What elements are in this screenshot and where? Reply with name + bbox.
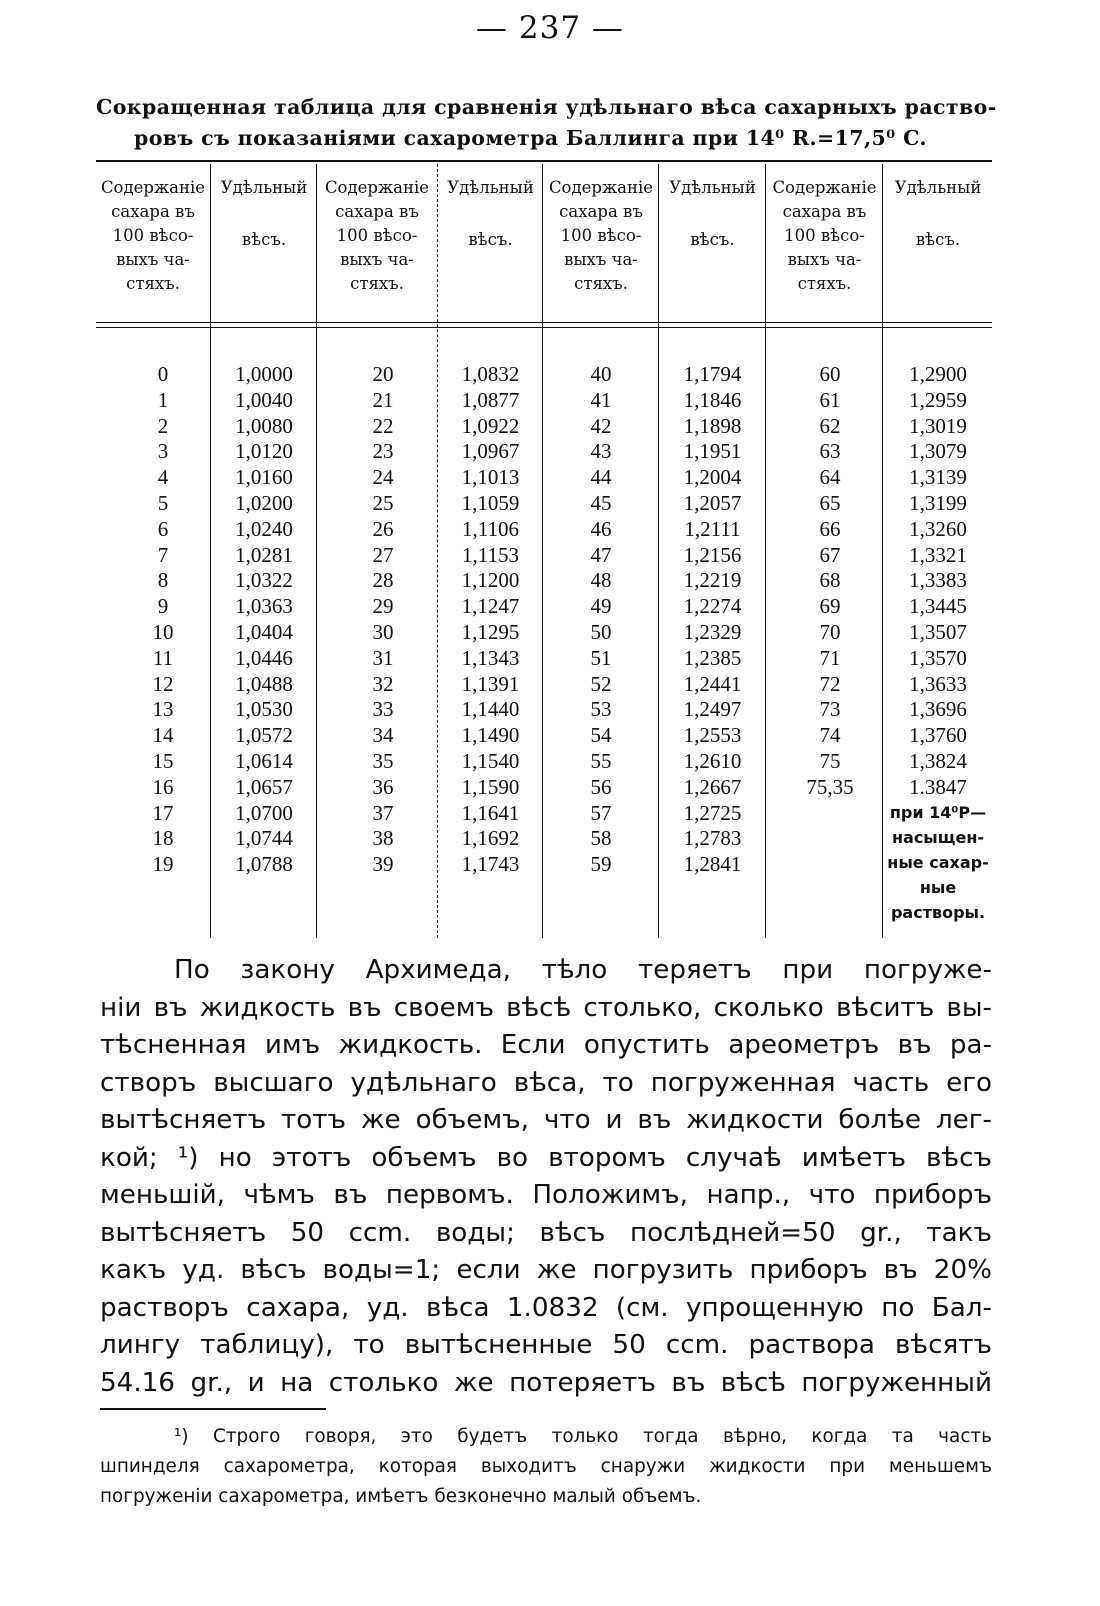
specific-weight-cell: 1,2900 — [909, 362, 967, 386]
sugar-content-cell: 58 — [590, 826, 612, 851]
column-divider — [316, 164, 317, 938]
sugar-content-cell: 2 — [157, 413, 169, 438]
column-weight-2 — [439, 362, 542, 878]
table-header-double-rule — [96, 322, 992, 328]
sugar-content-cell: 40 — [590, 362, 612, 386]
specific-weight-cell: 1,2783 — [683, 826, 742, 851]
header-weight-2 — [439, 176, 542, 252]
sugar-content-cell: 18 — [152, 826, 174, 851]
sugar-content-cell: 26 — [372, 516, 394, 541]
column-weight-3 — [660, 362, 765, 878]
sugar-content-cell: 37 — [372, 800, 394, 825]
sugar-content-cell: 20 — [372, 362, 394, 386]
specific-weight-cell: 1.3847 — [909, 774, 967, 799]
body-paragraph — [100, 952, 992, 1402]
sugar-content-cell: 70 — [819, 619, 841, 644]
column-divider — [210, 164, 211, 938]
sugar-content-cell: 60 — [819, 362, 841, 386]
header-content-2: Содержаніе сахара въ 100 вѣсо- выхъ ча- стяхъ. — [324, 178, 430, 293]
sugar-content-cell: 69 — [819, 594, 841, 619]
saturated-solution-note — [884, 800, 992, 925]
footnote-line: ¹) Строго говоря, это будетъ только тогда вѣрно, когда та часть — [174, 1426, 992, 1447]
sugar-content-cell: 62 — [819, 413, 841, 438]
column-content-2 — [318, 362, 448, 878]
sugar-content-cell: 48 — [590, 568, 612, 593]
sugar-content-cell: 46 — [590, 516, 612, 541]
sugar-content-cell: 23 — [372, 439, 394, 464]
specific-weight-cell: 1,0657 — [235, 774, 293, 799]
sugar-content-cell: 52 — [590, 671, 612, 696]
specific-weight-cell: 1,0700 — [235, 800, 293, 825]
body-line: По закону Архимеда, тѣло теряетъ при погруже- — [174, 955, 992, 985]
sugar-content-cell: 53 — [590, 697, 612, 722]
specific-weight-cell: 1,2959 — [909, 387, 967, 412]
sugar-content-cell: 51 — [590, 645, 612, 670]
specific-weight-cell: 1,0404 — [235, 619, 293, 644]
specific-weight-cell: 1,0160 — [235, 465, 293, 490]
sugar-content-cell: 39 — [372, 852, 394, 877]
sugar-content-cell: 73 — [819, 697, 841, 722]
specific-weight-cell: 1,1692 — [461, 826, 520, 851]
column-divider — [658, 164, 659, 938]
sugar-content-cell: 6 — [157, 516, 169, 541]
sugar-content-cell: 72 — [819, 671, 841, 696]
specific-weight-cell: 1,3139 — [909, 465, 967, 490]
specific-weight-cell: 1,1059 — [461, 490, 520, 515]
specific-weight-cell: 1,0281 — [235, 542, 293, 567]
specific-weight-cell: 1,1846 — [683, 387, 742, 412]
sugar-content-cell: 32 — [372, 671, 394, 696]
specific-weight-cell: 1,2219 — [683, 568, 742, 593]
sugar-content-cell: 7 — [157, 542, 169, 567]
sugar-content-cell: 59 — [590, 852, 612, 877]
sugar-content-cell: 11 — [152, 645, 174, 670]
note-line: растворы. — [890, 903, 986, 922]
sugar-content-cell: 57 — [590, 800, 612, 825]
specific-weight-cell: 1,2274 — [683, 594, 742, 619]
specific-weight-cell: 1,0240 — [235, 516, 293, 541]
caption-line-1: Сокращенная таблица для сравненія удѣльнаго вѣса сахарныхъ раство- — [96, 95, 997, 119]
specific-weight-cell: 1,3383 — [909, 568, 967, 593]
specific-weight-cell: 1,0200 — [235, 490, 293, 515]
specific-weight-cell: 1,2441 — [683, 671, 742, 696]
specific-weight-cell: 1,0363 — [235, 594, 293, 619]
sugar-content-cell: 19 — [152, 852, 174, 877]
sugar-content-cell: 27 — [372, 542, 394, 567]
specific-weight-cell: 1,2385 — [683, 645, 742, 670]
specific-weight-cell: 1,0788 — [235, 852, 293, 877]
specific-weight-cell: 1,1013 — [461, 465, 520, 490]
sugar-content-cell: 38 — [372, 826, 394, 851]
sugar-content-cell: 22 — [372, 413, 394, 438]
body-line: кой; ¹) но этотъ объемъ во второмъ случаѣ имѣетъ вѣсъ — [100, 1142, 992, 1173]
table-caption — [96, 92, 1004, 154]
specific-weight-cell: 1,0530 — [235, 697, 293, 722]
specific-weight-cell: 1,0922 — [461, 413, 520, 438]
header-content-4: Содержаніе сахара въ 100 вѣсо- выхъ ча- стяхъ. — [772, 178, 877, 293]
specific-weight-cell: 1,2841 — [683, 852, 742, 877]
sugar-content-cell: 35 — [372, 748, 394, 773]
body-line: вытѣсняетъ 50 ccm. воды; вѣсъ послѣдней=50 gr., такъ — [100, 1217, 992, 1248]
sugar-content-cell: 55 — [590, 748, 612, 773]
specific-weight-cell: 1,2667 — [683, 774, 742, 799]
header-content-3: Содержаніе сахара въ 100 вѣсо- выхъ ча- стяхъ. — [548, 178, 654, 293]
sugar-content-cell: 24 — [372, 465, 394, 490]
body-line: ніи въ жидкость въ своемъ вѣсѣ столько, сколько вѣситъ вы- — [100, 992, 992, 1023]
column-divider — [765, 164, 766, 938]
specific-weight-cell: 1,1951 — [683, 439, 742, 464]
note-line: ные — [919, 878, 957, 897]
specific-weight-cell: 1,1343 — [461, 645, 520, 670]
footnote-rule — [100, 1408, 326, 1410]
sugar-content-cell: 30 — [372, 619, 394, 644]
body-line: меньшій, чѣмъ въ первомъ. Положимъ, напр., что приборъ — [100, 1180, 992, 1210]
specific-weight-cell: 1,2497 — [683, 697, 742, 722]
header-weight-label: Удѣльный — [447, 178, 534, 197]
specific-weight-cell: 1,1794 — [683, 362, 742, 386]
header-weight-unit: вѣсъ. — [241, 230, 287, 249]
footnote — [100, 1422, 992, 1512]
specific-weight-cell: 1,0832 — [461, 362, 520, 386]
specific-weight-cell: 1,3570 — [909, 645, 967, 670]
column-content-1 — [116, 362, 210, 878]
header-weight-1 — [212, 176, 316, 252]
body-line: какъ уд. вѣсъ воды=1; если же погрузить приборъ въ 20% — [100, 1255, 992, 1285]
body-line: тѣсненная имъ жидкость. Если опустить ареометръ въ ра- — [100, 1030, 992, 1060]
specific-weight-cell: 1,0967 — [461, 439, 520, 464]
note-line: при 14⁰Р— — [889, 803, 987, 822]
specific-weight-cell: 1,1153 — [462, 542, 519, 567]
specific-weight-cell: 1,1540 — [461, 748, 520, 773]
specific-weight-cell: 1,2057 — [683, 490, 742, 515]
footnote-line: шпинделя сахарометра, которая выходитъ снаружи жидкости при меньшемъ — [100, 1456, 992, 1477]
specific-weight-cell: 1,2553 — [683, 723, 742, 748]
body-line: 54.16 gr., и на столько же потеряетъ въ вѣсѣ погруженный — [100, 1367, 992, 1398]
sugar-content-cell: 64 — [819, 465, 841, 490]
body-line: вытѣсняетъ тотъ же объемъ, что и въ жидкости болѣе лег- — [100, 1105, 992, 1135]
specific-weight-cell: 1,2111 — [684, 516, 741, 541]
sugar-content-cell: 47 — [590, 542, 612, 567]
sugar-content-cell: 67 — [819, 542, 841, 567]
footnote-line: погруженіи сахарометра, имѣетъ безконечно малый объемъ. — [100, 1486, 702, 1507]
sugar-content-cell: 75 — [819, 748, 841, 773]
sugar-content-cell: 25 — [372, 490, 394, 515]
sugar-content-cell: 54 — [590, 723, 612, 748]
page-number: — 237 — — [476, 10, 624, 46]
specific-weight-cell: 1,3321 — [909, 542, 967, 567]
specific-weight-cell: 1,0488 — [235, 671, 293, 696]
note-line: ные сахар- — [887, 853, 989, 872]
header-weight-unit: вѣсъ. — [915, 230, 961, 249]
sugar-content-cell: 71 — [819, 645, 841, 670]
specific-weight-cell: 1,0744 — [235, 826, 293, 851]
sugar-content-cell: 50 — [590, 619, 612, 644]
header-content-1: Содержаніе сахара въ 100 вѣсо- выхъ ча- стяхъ. — [100, 178, 206, 293]
specific-weight-cell: 1,0040 — [235, 387, 293, 412]
body-line: створъ высшаго удѣльнаго вѣса, то погруженная часть его — [100, 1067, 992, 1098]
sugar-content-cell: 3 — [157, 439, 169, 464]
specific-weight-cell: 1,1200 — [461, 568, 520, 593]
table-top-rule — [96, 160, 992, 162]
specific-weight-cell: 1,1247 — [461, 594, 520, 619]
sugar-content-cell: 28 — [372, 568, 394, 593]
sugar-content-cell: 41 — [590, 387, 612, 412]
specific-weight-cell: 1,0080 — [235, 413, 293, 438]
specific-weight-cell: 1,1295 — [461, 619, 520, 644]
specific-weight-cell: 1,2004 — [683, 465, 742, 490]
specific-weight-cell: 1,3696 — [909, 697, 967, 722]
sugar-content-cell: 5 — [157, 490, 169, 515]
header-weight-unit: вѣсъ. — [690, 230, 735, 249]
column-content-4 — [767, 362, 893, 801]
specific-weight-cell: 1,2610 — [683, 748, 742, 773]
sugar-content-cell: 16 — [152, 774, 174, 799]
sugar-content-cell: 15 — [152, 748, 174, 773]
header-weight-label: Удѣльный — [669, 178, 756, 197]
specific-weight-cell: 1,2156 — [683, 542, 742, 567]
sugar-content-cell: 21 — [372, 387, 394, 412]
sugar-content-cell: 33 — [372, 697, 394, 722]
sugar-content-cell: 63 — [819, 439, 841, 464]
sugar-content-cell: 45 — [590, 490, 612, 515]
sugar-content-cell: 44 — [590, 465, 612, 490]
note-line: насыщен- — [891, 828, 985, 847]
specific-weight-cell: 1,1743 — [461, 852, 520, 877]
sugar-content-cell: 8 — [157, 568, 169, 593]
sugar-content-cell: 31 — [372, 645, 394, 670]
specific-weight-cell: 1,1490 — [461, 723, 520, 748]
specific-weight-cell: 1,0614 — [235, 748, 293, 773]
sugar-content-cell: 65 — [819, 490, 841, 515]
sugar-content-cell: 68 — [819, 568, 841, 593]
sugar-content-cell: 0 — [157, 362, 169, 386]
sugar-content-cell: 4 — [157, 465, 169, 490]
specific-weight-cell: 1,1641 — [461, 800, 520, 825]
sugar-content-cell: 13 — [152, 697, 174, 722]
specific-weight-cell: 1,0877 — [461, 387, 520, 412]
header-weight-label: Удѣльный — [894, 178, 982, 197]
specific-weight-cell: 1,0572 — [235, 723, 293, 748]
specific-weight-cell: 1,1106 — [462, 516, 519, 541]
specific-weight-cell: 1,2725 — [683, 800, 742, 825]
body-line: лингу таблицу), то вытѣсненные 50 ccm. раствора вѣсятъ — [100, 1330, 992, 1360]
specific-weight-cell: 1,1590 — [461, 774, 520, 799]
specific-weight-cell: 1,1391 — [461, 671, 520, 696]
sugar-content-cell: 17 — [152, 800, 174, 825]
sugar-content-cell: 56 — [590, 774, 612, 799]
specific-weight-cell: 1,3199 — [909, 490, 967, 515]
specific-weight-cell: 1,0120 — [235, 439, 293, 464]
sugar-content-cell: 42 — [590, 413, 612, 438]
sugar-content-cell: 1 — [157, 387, 169, 412]
sugar-content-cell: 49 — [590, 594, 612, 619]
sugar-content-cell: 74 — [819, 723, 841, 748]
sugar-content-cell: 29 — [372, 594, 394, 619]
header-weight-label: Удѣльный — [220, 178, 308, 197]
sugar-content-cell: 12 — [152, 671, 174, 696]
specific-weight-cell: 1,3260 — [909, 516, 967, 541]
specific-weight-cell: 1,2329 — [683, 619, 742, 644]
specific-weight-cell: 1,1440 — [461, 697, 520, 722]
sugar-content-cell: 66 — [819, 516, 841, 541]
header-weight-unit: вѣсъ. — [468, 230, 513, 249]
specific-weight-cell: 1,0446 — [235, 645, 293, 670]
specific-weight-cell: 1,3824 — [909, 748, 967, 773]
body-line: растворъ сахара, уд. вѣса 1.0832 (см. упрощенную по Бал- — [100, 1292, 992, 1323]
column-weight-4 — [884, 362, 992, 801]
specific-weight-cell: 1,3507 — [909, 619, 967, 644]
specific-weight-cell: 1,3445 — [909, 594, 967, 619]
specific-weight-cell: 1,3633 — [909, 671, 967, 696]
sugar-content-cell: 36 — [372, 774, 394, 799]
sugar-content-cell: 75,35 — [806, 774, 854, 799]
specific-weight-cell: 1,3019 — [909, 413, 967, 438]
column-content-3 — [544, 362, 658, 878]
header-weight-3 — [660, 176, 765, 252]
sugar-content-cell: 9 — [157, 594, 169, 619]
caption-line-2: ровъ съ показаніями сахарометра Баллинга при 14⁰ R.=17,5⁰ C. — [134, 126, 927, 150]
sugar-content-cell: 43 — [590, 439, 612, 464]
sugar-content-cell: 14 — [152, 723, 174, 748]
header-weight-4 — [884, 176, 992, 252]
specific-weight-cell: 1,0000 — [235, 362, 293, 386]
sugar-content-cell: 61 — [819, 387, 841, 412]
column-divider — [542, 164, 543, 938]
specific-weight-cell: 1,3760 — [909, 723, 967, 748]
specific-weight-cell: 1,1898 — [683, 413, 742, 438]
sugar-content-cell: 10 — [152, 619, 174, 644]
sugar-content-cell: 34 — [372, 723, 394, 748]
specific-weight-cell: 1,3079 — [909, 439, 967, 464]
specific-weight-cell: 1,0322 — [235, 568, 293, 593]
column-weight-1 — [212, 362, 316, 878]
